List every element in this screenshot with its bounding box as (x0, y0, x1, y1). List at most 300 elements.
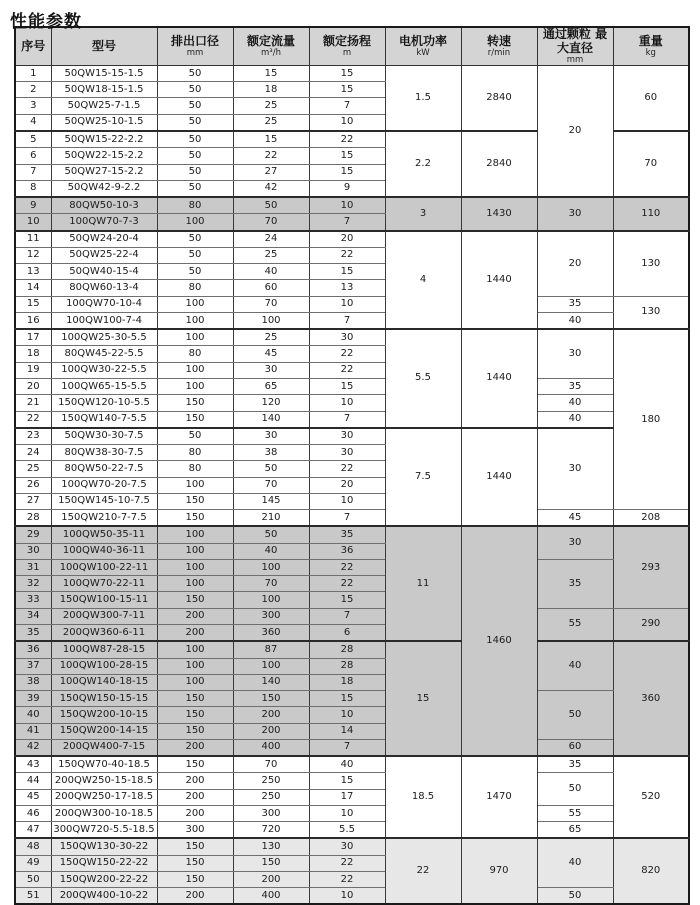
cell-flow: 400 (233, 888, 309, 905)
cell-power: 18.5 (385, 756, 461, 838)
cell-model: 150QW210-7-7.5 (51, 510, 157, 527)
cell-serial: 12 (15, 247, 51, 263)
column-unit: mm (186, 47, 204, 58)
cell-outlet: 50 (157, 231, 233, 248)
cell-outlet: 200 (157, 789, 233, 805)
cell-serial: 22 (15, 411, 51, 428)
cell-outlet: 100 (157, 477, 233, 493)
column-unit: mm (566, 54, 584, 65)
cell-flow: 70 (233, 477, 309, 493)
cell-outlet: 150 (157, 871, 233, 887)
cell-head: 22 (309, 855, 385, 871)
cell-outlet: 80 (157, 461, 233, 477)
cell-flow: 70 (233, 576, 309, 592)
cell-head: 22 (309, 461, 385, 477)
cell-serial: 44 (15, 773, 51, 789)
cell-outlet: 50 (157, 98, 233, 114)
cell-flow: 70 (233, 296, 309, 312)
cell-head: 30 (309, 329, 385, 346)
cell-flow: 25 (233, 247, 309, 263)
cell-head: 7 (309, 411, 385, 428)
cell-head: 5.5 (309, 822, 385, 839)
cell-model: 150QW200-22-22 (51, 871, 157, 887)
cell-flow: 87 (233, 641, 309, 658)
cell-serial: 21 (15, 395, 51, 411)
cell-serial: 8 (15, 180, 51, 197)
cell-outlet: 100 (157, 296, 233, 312)
cell-model: 50QW25-22-4 (51, 247, 157, 263)
cell-serial: 6 (15, 148, 51, 164)
cell-flow: 140 (233, 674, 309, 690)
cell-flow: 720 (233, 822, 309, 839)
cell-serial: 43 (15, 756, 51, 773)
cell-head: 18 (309, 674, 385, 690)
cell-serial: 2 (15, 82, 51, 98)
cell-model: 150QW200-14-15 (51, 723, 157, 739)
cell-serial: 1 (15, 65, 51, 81)
cell-flow: 50 (233, 197, 309, 214)
cell-model: 150QW140-7-5.5 (51, 411, 157, 428)
cell-serial: 13 (15, 264, 51, 280)
cell-model: 100QW65-15-5.5 (51, 378, 157, 394)
cell-model: 50QW15-22-2.2 (51, 131, 157, 148)
cell-serial: 29 (15, 526, 51, 543)
cell-model: 150QW120-10-5.5 (51, 395, 157, 411)
cell-head: 28 (309, 658, 385, 674)
cell-head: 10 (309, 493, 385, 509)
cell-model: 150QW150-22-22 (51, 855, 157, 871)
cell-outlet: 50 (157, 114, 233, 131)
cell-flow: 200 (233, 723, 309, 739)
column-header (537, 27, 613, 65)
cell-serial: 7 (15, 164, 51, 180)
cell-outlet: 100 (157, 214, 233, 231)
performance-table (14, 26, 690, 905)
column-label: 排出口径 (170, 33, 219, 48)
table-header (15, 27, 689, 65)
cell-weight: 290 (613, 608, 689, 641)
cell-serial: 14 (15, 280, 51, 296)
cell-flow: 250 (233, 773, 309, 789)
cell-outlet: 100 (157, 543, 233, 559)
cell-weight: 180 (613, 329, 689, 509)
cell-outlet: 150 (157, 411, 233, 428)
cell-flow: 42 (233, 180, 309, 197)
cell-model: 80QW50-10-3 (51, 197, 157, 214)
column-label: 型号 (91, 38, 116, 53)
cell-flow: 65 (233, 378, 309, 394)
cell-head: 7 (309, 98, 385, 114)
cell-model: 150QW200-10-15 (51, 707, 157, 723)
cell-model: 50QW42-9-2.2 (51, 180, 157, 197)
cell-head: 22 (309, 247, 385, 263)
cell-outlet: 100 (157, 658, 233, 674)
cell-particle: 40 (537, 838, 613, 887)
cell-head: 35 (309, 526, 385, 543)
cell-serial: 18 (15, 346, 51, 362)
cell-flow: 210 (233, 510, 309, 527)
cell-head: 40 (309, 756, 385, 773)
cell-head: 22 (309, 559, 385, 575)
cell-flow: 200 (233, 871, 309, 887)
cell-flow: 360 (233, 624, 309, 641)
cell-flow: 70 (233, 214, 309, 231)
cell-speed: 2840 (461, 65, 537, 131)
cell-model: 50QW18-15-1.5 (51, 82, 157, 98)
cell-flow: 50 (233, 461, 309, 477)
cell-head: 22 (309, 576, 385, 592)
cell-head: 20 (309, 231, 385, 248)
cell-flow: 38 (233, 445, 309, 461)
cell-power: 4 (385, 231, 461, 330)
cell-model: 50QW15-15-1.5 (51, 65, 157, 81)
cell-speed: 1460 (461, 526, 537, 756)
cell-serial: 35 (15, 624, 51, 641)
cell-serial: 51 (15, 888, 51, 905)
cell-head: 15 (309, 691, 385, 707)
cell-model: 50QW24-20-4 (51, 231, 157, 248)
column-unit: r/min (487, 47, 511, 58)
cell-head: 10 (309, 197, 385, 214)
cell-serial: 27 (15, 493, 51, 509)
cell-flow: 70 (233, 756, 309, 773)
cell-flow: 100 (233, 658, 309, 674)
cell-model: 80QW60-13-4 (51, 280, 157, 296)
cell-model: 100QW70-20-7.5 (51, 477, 157, 493)
cell-flow: 120 (233, 395, 309, 411)
cell-head: 10 (309, 114, 385, 131)
cell-serial: 11 (15, 231, 51, 248)
column-header (51, 27, 157, 65)
column-unit: kW (416, 47, 430, 58)
cell-particle: 50 (537, 691, 613, 740)
cell-speed: 1440 (461, 329, 537, 428)
cell-particle: 40 (537, 411, 613, 428)
cell-serial: 46 (15, 805, 51, 821)
cell-particle: 35 (537, 296, 613, 312)
column-header (233, 27, 309, 65)
column-label: 电机功率 (398, 33, 447, 48)
cell-model: 200QW400-7-15 (51, 739, 157, 756)
cell-model: 100QW50-35-11 (51, 526, 157, 543)
cell-outlet: 200 (157, 624, 233, 641)
cell-outlet: 200 (157, 739, 233, 756)
cell-power: 3 (385, 197, 461, 231)
cell-serial: 39 (15, 691, 51, 707)
cell-head: 22 (309, 131, 385, 148)
cell-particle: 55 (537, 805, 613, 821)
cell-head: 7 (309, 608, 385, 624)
cell-outlet: 50 (157, 180, 233, 197)
cell-model: 50QW30-30-7.5 (51, 428, 157, 445)
cell-model: 50QW27-15-2.2 (51, 164, 157, 180)
cell-serial: 32 (15, 576, 51, 592)
cell-particle: 30 (537, 428, 613, 510)
cell-power: 5.5 (385, 329, 461, 428)
cell-weight: 110 (613, 197, 689, 231)
cell-outlet: 150 (157, 855, 233, 871)
cell-flow: 24 (233, 231, 309, 248)
cell-head: 30 (309, 838, 385, 855)
column-header (613, 27, 689, 65)
cell-particle: 40 (537, 395, 613, 411)
cell-flow: 18 (233, 82, 309, 98)
cell-head: 7 (309, 214, 385, 231)
cell-flow: 300 (233, 805, 309, 821)
cell-outlet: 100 (157, 526, 233, 543)
cell-particle: 20 (537, 65, 613, 197)
cell-serial: 41 (15, 723, 51, 739)
cell-outlet: 80 (157, 280, 233, 296)
cell-outlet: 100 (157, 576, 233, 592)
cell-particle: 40 (537, 641, 613, 690)
cell-model: 150QW70-40-18.5 (51, 756, 157, 773)
cell-outlet: 100 (157, 362, 233, 378)
cell-particle: 30 (537, 329, 613, 378)
cell-flow: 100 (233, 559, 309, 575)
cell-flow: 30 (233, 428, 309, 445)
cell-model: 50QW22-15-2.2 (51, 148, 157, 164)
cell-serial: 42 (15, 739, 51, 756)
cell-model: 80QW45-22-5.5 (51, 346, 157, 362)
column-label: 序号 (21, 38, 46, 53)
cell-outlet: 150 (157, 707, 233, 723)
cell-weight: 208 (613, 510, 689, 527)
cell-outlet: 300 (157, 822, 233, 839)
cell-model: 50QW25-7-1.5 (51, 98, 157, 114)
cell-flow: 27 (233, 164, 309, 180)
cell-particle: 40 (537, 312, 613, 329)
cell-serial: 9 (15, 197, 51, 214)
cell-head: 15 (309, 378, 385, 394)
cell-model: 100QW87-28-15 (51, 641, 157, 658)
cell-outlet: 200 (157, 888, 233, 905)
cell-flow: 100 (233, 592, 309, 608)
cell-head: 10 (309, 707, 385, 723)
cell-serial: 31 (15, 559, 51, 575)
cell-outlet: 150 (157, 592, 233, 608)
cell-flow: 15 (233, 65, 309, 81)
cell-head: 17 (309, 789, 385, 805)
cell-flow: 200 (233, 707, 309, 723)
cell-model: 200QW250-17-18.5 (51, 789, 157, 805)
cell-outlet: 50 (157, 247, 233, 263)
cell-particle: 35 (537, 756, 613, 773)
cell-model: 100QW140-18-15 (51, 674, 157, 690)
cell-model: 300QW720-5.5-18.5 (51, 822, 157, 839)
cell-serial: 34 (15, 608, 51, 624)
cell-speed: 970 (461, 838, 537, 904)
cell-power: 1.5 (385, 65, 461, 131)
cell-flow: 400 (233, 739, 309, 756)
cell-flow: 60 (233, 280, 309, 296)
cell-model: 100QW30-22-5.5 (51, 362, 157, 378)
cell-serial: 37 (15, 658, 51, 674)
cell-head: 13 (309, 280, 385, 296)
cell-head: 9 (309, 180, 385, 197)
cell-model: 100QW70-22-11 (51, 576, 157, 592)
cell-outlet: 100 (157, 559, 233, 575)
cell-outlet: 150 (157, 691, 233, 707)
cell-weight: 130 (613, 296, 689, 329)
page-title: 性能参数 (10, 12, 82, 32)
cell-outlet: 100 (157, 378, 233, 394)
cell-speed: 1440 (461, 428, 537, 527)
cell-flow: 150 (233, 691, 309, 707)
cell-head: 15 (309, 164, 385, 180)
cell-head: 30 (309, 445, 385, 461)
cell-model: 80QW50-22-7.5 (51, 461, 157, 477)
cell-serial: 5 (15, 131, 51, 148)
cell-serial: 50 (15, 871, 51, 887)
cell-weight: 520 (613, 756, 689, 838)
cell-flow: 25 (233, 329, 309, 346)
cell-head: 15 (309, 148, 385, 164)
cell-weight: 60 (613, 65, 689, 131)
cell-model: 150QW100-15-11 (51, 592, 157, 608)
cell-model: 50QW40-15-4 (51, 264, 157, 280)
cell-outlet: 150 (157, 395, 233, 411)
cell-model: 50QW25-10-1.5 (51, 114, 157, 131)
cell-weight: 70 (613, 131, 689, 197)
column-label: 转速 (486, 33, 511, 48)
cell-model: 200QW360-6-11 (51, 624, 157, 641)
column-unit: kg (645, 47, 656, 58)
cell-model: 100QW70-7-3 (51, 214, 157, 231)
cell-power: 2.2 (385, 131, 461, 197)
cell-particle: 35 (537, 559, 613, 608)
cell-serial: 15 (15, 296, 51, 312)
cell-head: 15 (309, 773, 385, 789)
cell-head: 22 (309, 362, 385, 378)
cell-power: 15 (385, 641, 461, 756)
column-header (385, 27, 461, 65)
cell-outlet: 80 (157, 346, 233, 362)
cell-head: 22 (309, 871, 385, 887)
cell-flow: 25 (233, 98, 309, 114)
cell-model: 100QW25-30-5.5 (51, 329, 157, 346)
cell-outlet: 50 (157, 82, 233, 98)
cell-head: 7 (309, 739, 385, 756)
column-label: 额定流量 (246, 33, 295, 48)
cell-head: 6 (309, 624, 385, 641)
cell-particle: 45 (537, 510, 613, 527)
cell-outlet: 150 (157, 838, 233, 855)
column-unit: m³/h (261, 47, 281, 58)
cell-serial: 30 (15, 543, 51, 559)
column-label: 重量 (638, 33, 663, 48)
cell-particle: 65 (537, 822, 613, 839)
column-header (157, 27, 233, 65)
cell-outlet: 200 (157, 805, 233, 821)
cell-head: 10 (309, 888, 385, 905)
cell-outlet: 100 (157, 329, 233, 346)
column-header (461, 27, 537, 65)
cell-outlet: 80 (157, 445, 233, 461)
cell-model: 100QW100-28-15 (51, 658, 157, 674)
cell-speed: 1440 (461, 231, 537, 330)
cell-head: 15 (309, 592, 385, 608)
cell-particle: 35 (537, 378, 613, 394)
column-label: 额定扬程 (322, 33, 371, 48)
cell-power: 22 (385, 838, 461, 904)
cell-head: 15 (309, 264, 385, 280)
cell-serial: 47 (15, 822, 51, 839)
cell-flow: 25 (233, 114, 309, 131)
cell-head: 22 (309, 346, 385, 362)
cell-head: 7 (309, 510, 385, 527)
cell-outlet: 200 (157, 608, 233, 624)
cell-outlet: 50 (157, 148, 233, 164)
cell-head: 30 (309, 428, 385, 445)
cell-model: 150QW150-15-15 (51, 691, 157, 707)
cell-outlet: 100 (157, 641, 233, 658)
cell-power: 7.5 (385, 428, 461, 527)
cell-outlet: 80 (157, 197, 233, 214)
cell-model: 150QW130-30-22 (51, 838, 157, 855)
cell-outlet: 150 (157, 510, 233, 527)
cell-model: 80QW38-30-7.5 (51, 445, 157, 461)
cell-outlet: 50 (157, 65, 233, 81)
cell-particle: 55 (537, 608, 613, 641)
cell-head: 28 (309, 641, 385, 658)
cell-serial: 23 (15, 428, 51, 445)
cell-serial: 3 (15, 98, 51, 114)
cell-particle: 30 (537, 526, 613, 559)
cell-serial: 49 (15, 855, 51, 871)
cell-weight: 130 (613, 231, 689, 297)
cell-model: 100QW100-7-4 (51, 312, 157, 329)
cell-outlet: 50 (157, 428, 233, 445)
cell-speed: 1470 (461, 756, 537, 838)
cell-flow: 100 (233, 312, 309, 329)
cell-outlet: 200 (157, 773, 233, 789)
cell-particle: 60 (537, 739, 613, 756)
cell-flow: 40 (233, 264, 309, 280)
cell-model: 200QW300-7-11 (51, 608, 157, 624)
cell-outlet: 100 (157, 312, 233, 329)
cell-head: 14 (309, 723, 385, 739)
cell-model: 200QW300-10-18.5 (51, 805, 157, 821)
table-body (15, 65, 689, 904)
cell-model: 150QW145-10-7.5 (51, 493, 157, 509)
cell-serial: 33 (15, 592, 51, 608)
cell-flow: 22 (233, 148, 309, 164)
cell-flow: 250 (233, 789, 309, 805)
cell-serial: 45 (15, 789, 51, 805)
cell-weight: 820 (613, 838, 689, 904)
cell-flow: 50 (233, 526, 309, 543)
cell-serial: 40 (15, 707, 51, 723)
cell-particle: 50 (537, 773, 613, 806)
cell-flow: 150 (233, 855, 309, 871)
column-label: 通过颗粒 最大直径 (542, 27, 608, 55)
cell-head: 15 (309, 65, 385, 81)
cell-serial: 4 (15, 114, 51, 131)
cell-serial: 28 (15, 510, 51, 527)
cell-flow: 140 (233, 411, 309, 428)
cell-outlet: 50 (157, 164, 233, 180)
cell-serial: 48 (15, 838, 51, 855)
cell-flow: 300 (233, 608, 309, 624)
cell-flow: 45 (233, 346, 309, 362)
cell-serial: 26 (15, 477, 51, 493)
cell-flow: 40 (233, 543, 309, 559)
cell-head: 10 (309, 395, 385, 411)
cell-outlet: 50 (157, 131, 233, 148)
cell-flow: 130 (233, 838, 309, 855)
cell-speed: 2840 (461, 131, 537, 197)
